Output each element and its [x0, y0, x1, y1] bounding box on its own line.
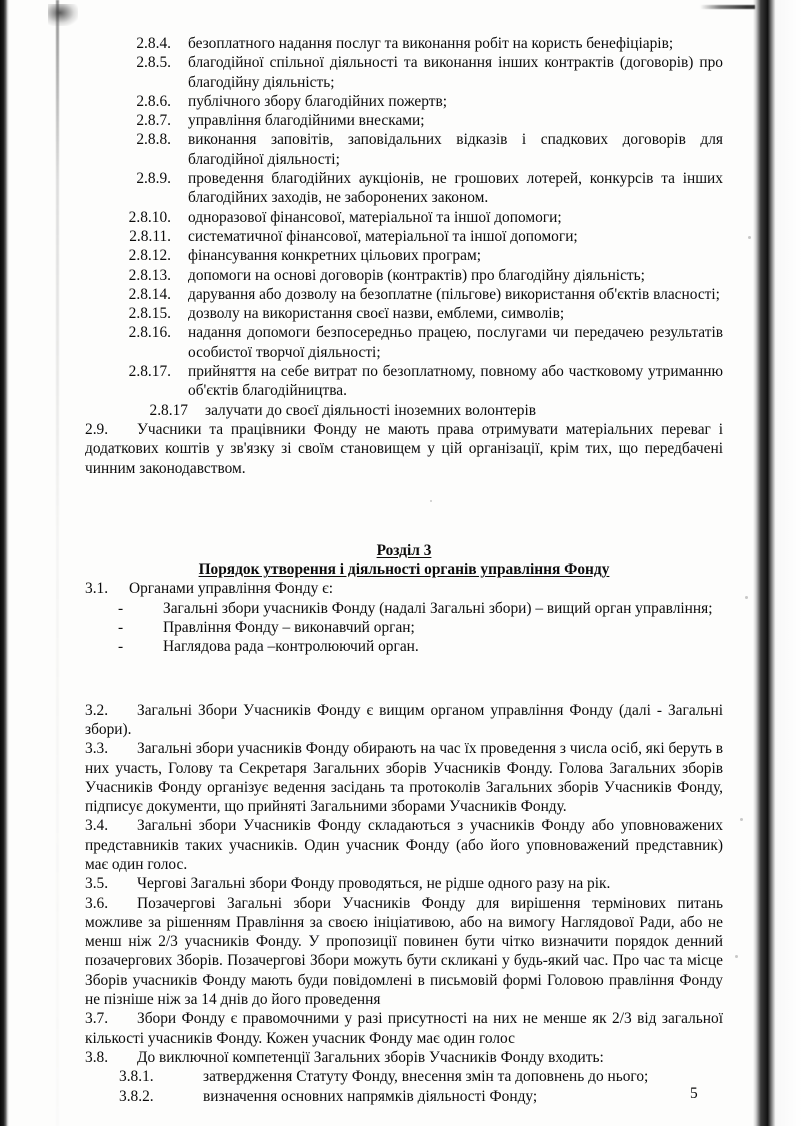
- list-item: [85, 323, 723, 362]
- clause-3-1: [85, 579, 723, 598]
- item-text: безоплатного надання послуг та виконання робіт на користь бенефіціарів;: [188, 35, 674, 52]
- item-number: 2.8.14.: [128, 285, 171, 303]
- scan-smudge: [48, 4, 78, 26]
- sub-clause-number: 3.8.2.: [119, 1087, 154, 1105]
- clause-text: Позачергові Загальні збори Учасників Фонду для вирішення термінових питань можливе за рішенням Правління за своєю ініціативою, або на вимогу Наглядової Ради, або не менш ніж 2/3 учасників Фонду. У пропозиції повинен бути чітко визначити порядок денний позачергових Зборів. Позачергові Збори можуть бути скликані у будь-який час. Про час та місце Зборів учасників Фонду мають буди повідомлені в письмовій формі Головою правління Фонду не пізніше ніж за 14 днів до його проведення: [85, 894, 723, 1009]
- sub-clause-text: затвердження Статуту Фонду, внесення змін та доповнень до нього;: [203, 1068, 649, 1086]
- scan-edge-left: [0, 0, 9, 1126]
- clause-3-7: [85, 1009, 723, 1048]
- scan-speck: [735, 955, 738, 958]
- item-number: 2.8.17.: [128, 363, 171, 381]
- item-text: одноразової фінансової, матеріальної та іншої допомоги;: [188, 208, 562, 226]
- bullet-item: [85, 637, 723, 656]
- item-number: 2.8.9.: [136, 170, 171, 188]
- clause-number: 3.6.: [85, 894, 109, 912]
- item-text: дозволу на використання своєї назви, емблеми, символів;: [188, 305, 565, 323]
- list-item: [85, 304, 723, 323]
- sub-clause-3-8-2: [85, 1087, 723, 1106]
- list-item: [85, 227, 723, 246]
- section-spacer: [85, 657, 723, 701]
- bullet-marker: -: [118, 619, 124, 637]
- item-text: дарування або дозволу на безоплатне (пільгове) використання об'єктів власності;: [188, 285, 720, 303]
- scan-edge-right: [753, 0, 802, 1126]
- item-text: допомоги на основі договорів (контрактів) про благодійну діяльність;: [188, 266, 645, 284]
- item-number: 2.8.15.: [128, 305, 171, 323]
- item-text: систематичної фінансової, матеріальної та іншої допомоги;: [188, 227, 578, 245]
- item-text: прийняття на себе витрат по безоплатному, повному або частковому утриманню об'єктів благодійництва.: [188, 363, 723, 400]
- clause-text: Загальні збори учасників Фонду обирають на час їх проведення з числа осіб, які беруть в них участь, Голову та Секретаря Загальних зборів Учасників Фонду. Голова Загальних зборів Учасників Фонду організує ведення засідань та протоколів Загальних зборів Учасників Фонду, підписує документи, що прийняті Загальними зборами Учасників Фонду.: [85, 740, 723, 816]
- item-text: надання допомоги безпосередньо працею, послугами чи передачею результатів особистої творчої діяльності;: [188, 324, 723, 361]
- bullet-item: [85, 599, 723, 618]
- item-number: 2.8.7.: [136, 112, 171, 130]
- item-text: благодійної спільної діяльності та виконання інших контрактів (договорів) про благодійну діяльність;: [188, 54, 723, 91]
- section-spacer: [85, 522, 723, 541]
- list-item: [85, 246, 723, 265]
- bullet-marker: -: [118, 638, 124, 656]
- section-heading-title: Порядок утворення і діяльності органів управління Фонду: [198, 561, 610, 579]
- clause-number: 3.5.: [85, 875, 109, 893]
- scan-top-edge-line: [700, 5, 755, 9]
- document-body: [85, 34, 723, 1106]
- clause-text: Загальні збори Учасників Фонду складаються з учасників Фонду або уповноважених представників таких учасників. Один учасник Фонду (або його уповноважений представник) має один голос.: [85, 817, 723, 873]
- item-number: 2.8.17: [149, 401, 188, 419]
- sub-clause-3-8-1: [85, 1067, 723, 1086]
- clause-3-5: [85, 874, 723, 893]
- clause-3-3: [85, 739, 723, 816]
- item-number: 2.8.10.: [128, 208, 171, 226]
- list-item: [85, 401, 723, 420]
- item-number: 2.8.4.: [136, 35, 171, 52]
- list-item: [85, 92, 723, 111]
- clause-list-2-8: [85, 34, 723, 420]
- bullet-marker: -: [118, 599, 124, 617]
- section-spacer: [85, 478, 723, 522]
- clause-number: 3.4.: [85, 817, 109, 835]
- clause-3-8: [85, 1048, 723, 1067]
- page-number: 5: [690, 1085, 698, 1102]
- clause-text: Загальні Збори Учасників Фонду є вищим органом управління Фонду (далі - Загальні збори).: [85, 701, 723, 738]
- clause-number: 2.9.: [85, 420, 109, 438]
- clause-text: Збори Фонду є правомочними у разі присутності на них не менше як 2/3 від загальної кількості учасників Фонду. Кожен учасник Фонду має один голос: [85, 1010, 723, 1047]
- item-text: публічного збору благодійних пожертв;: [188, 92, 447, 110]
- bullet-text: Загальні збори учасників Фонду (надалі Загальні збори) – вищий орган управління;: [163, 599, 713, 617]
- list-item: [85, 169, 723, 208]
- clause-text: До виключної компетенції Загальних зборів Учасників Фонду входить:: [137, 1048, 604, 1066]
- section-heading-number: Розділ 3: [376, 541, 432, 559]
- scan-speck: [740, 818, 743, 821]
- clause-3-4: [85, 816, 723, 874]
- item-number: 2.8.8.: [136, 131, 171, 149]
- clause-text: Органами управління Фонду є:: [129, 580, 334, 598]
- item-number: 2.8.12.: [128, 247, 171, 265]
- scan-crease-line: [56, 0, 59, 1126]
- clause-number: 3.3.: [85, 740, 109, 758]
- item-number: 2.8.16.: [128, 324, 171, 342]
- bullet-text: Наглядова рада –контролюючий орган.: [163, 638, 419, 656]
- sub-clause-number: 3.8.1.: [119, 1068, 154, 1086]
- list-item: [85, 130, 723, 169]
- item-number: 2.8.5.: [136, 54, 171, 72]
- scan-speck: [745, 596, 748, 599]
- clause-number: 3.1.: [85, 580, 109, 598]
- item-number: 2.8.13.: [128, 266, 171, 284]
- clause-3-2: [85, 701, 723, 740]
- list-item: [85, 285, 723, 304]
- clause-number: 3.2.: [85, 701, 109, 719]
- clause-2-9: [85, 420, 723, 478]
- clause-number: 3.7.: [85, 1010, 109, 1028]
- list-item: [85, 34, 723, 53]
- list-item: [85, 362, 723, 401]
- list-item: [85, 266, 723, 285]
- sub-clause-text: визначення основних напрямків діяльності Фонду;: [203, 1087, 538, 1105]
- item-text: виконання заповітів, заповідальних відказів і спадкових договорів для благодійної діяльності;: [188, 131, 723, 168]
- list-item: [85, 208, 723, 227]
- item-number: 2.8.11.: [129, 227, 171, 245]
- item-text: залучати до своєї діяльності іноземних волонтерів: [205, 401, 537, 419]
- clause-text: Чергові Загальні збори Фонду проводяться, не рідше одного разу на рік.: [137, 875, 611, 893]
- list-item: [85, 111, 723, 130]
- item-text: проведення благодійних аукціонів, не грошових лотерей, конкурсів та інших благодійних заходів, не заборонених законом.: [188, 170, 723, 207]
- scan-speck: [748, 236, 751, 239]
- clause-text: Учасники та працівники Фонду не мають права отримувати матеріальних переваг і додаткових коштів у зв'язку зі своїм становищем у цій організації, крім тих, що передбачені чинним законодавством.: [85, 420, 723, 477]
- item-text: управління благодійними внесками;: [188, 112, 425, 130]
- bullet-text: Правління Фонду – виконавчий орган;: [163, 619, 415, 637]
- clause-number: 3.8.: [85, 1048, 109, 1066]
- item-number: 2.8.6.: [136, 92, 171, 110]
- bullet-item: [85, 618, 723, 637]
- list-item: [85, 53, 723, 92]
- clause-3-6: [85, 894, 723, 1010]
- item-text: фінансування конкретних цільових програм;: [188, 247, 481, 265]
